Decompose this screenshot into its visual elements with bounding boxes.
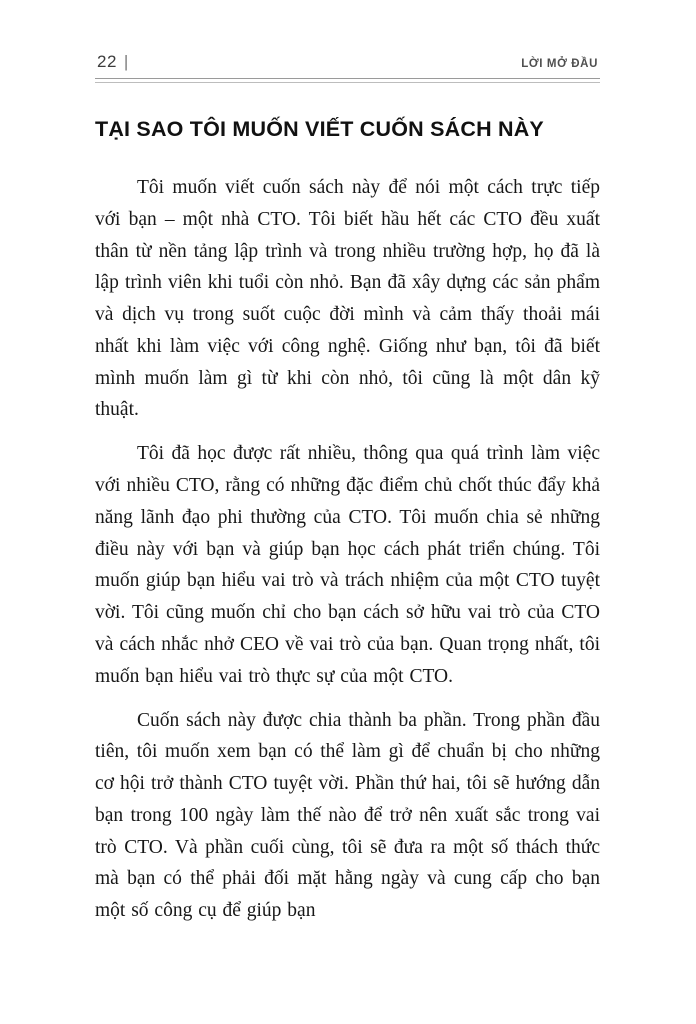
paragraph-2: Tôi đã học được rất nhiều, thông qua quá trình làm việc với nhiều CTO, rằng có những đặc điểm chủ chốt thúc đẩy khả năng lãnh đạo phi thường của CTO. Tôi muốn chia sẻ những điều này với bạn và giúp bạn học cách phát triển chúng. Tôi muốn giúp bạn hiểu vai trò và trách nhiệm của một CTO tuyệt vời. Tôi cũng muốn chỉ cho bạn cách sở hữu vai trò của CTO và cách nhắc nhở CEO về vai trò của bạn. Quan trọng nhất, tôi muốn bạn hiểu vai trò thực sự của một CTO. bbox=[95, 443, 600, 687]
page-number-value: 22 bbox=[97, 52, 117, 71]
page-number bbox=[97, 52, 129, 72]
paragraph-3: Cuốn sách này được chia thành ba phần. Trong phần đầu tiên, tôi muốn xem bạn có thể làm gì để chuẩn bị cho những cơ hội trở thành CTO tuyệt vời. Phần thứ hai, tôi sẽ hướng dẫn bạn trong 100 ngày làm thế nào để trở nên xuất sắc trong vai trò CTO. Và phần cuối cùng, tôi sẽ đưa ra một số thách thức mà bạn có thể phải đối mặt hằng ngày và cung cấp cho bạn một số công cụ để giúp bạn bbox=[95, 709, 600, 922]
body-text bbox=[95, 172, 600, 927]
page-number-separator: | bbox=[123, 52, 129, 71]
chapter-title: TẠI SAO TÔI MUỐN VIẾT CUỐN SÁCH NÀY bbox=[95, 117, 544, 141]
running-header bbox=[95, 52, 600, 78]
header-double-rule bbox=[95, 78, 600, 83]
paragraph-1: Tôi muốn viết cuốn sách này để nói một cách trực tiếp với bạn – một nhà CTO. Tôi biết hầu hết các CTO đều xuất thân từ nền tảng lập trình và trong nhiều trường hợp, họ đã là lập trình viên khi tuổi còn nhỏ. Bạn đã xây dựng các sản phẩm và dịch vụ trong suốt cuộc đời mình và cảm thấy thoải mái nhất khi làm việc với công nghệ. Giống như bạn, tôi đã biết mình muốn làm gì từ khi còn nhỏ, tôi cũng là một dân kỹ thuật. bbox=[95, 177, 600, 421]
running-header-title: LỜI MỞ ĐẦU bbox=[521, 58, 598, 70]
